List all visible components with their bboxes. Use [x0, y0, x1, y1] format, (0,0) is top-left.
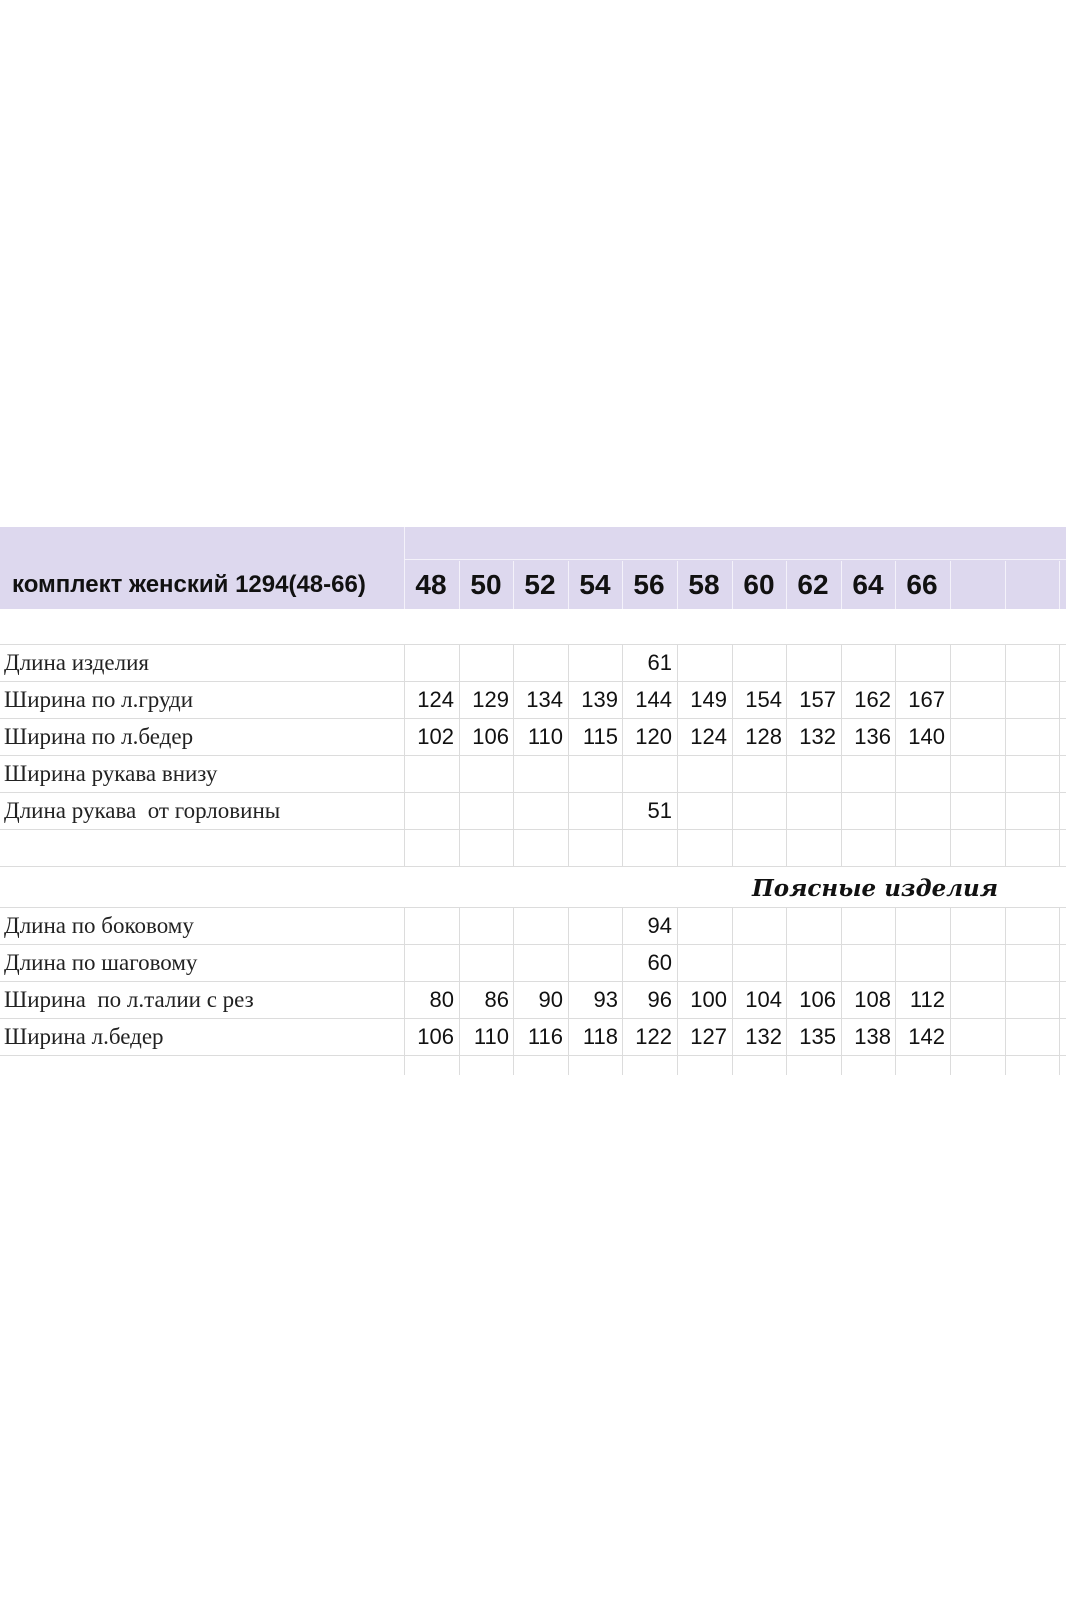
table-cell — [568, 907, 618, 944]
table-cell — [568, 944, 618, 981]
table-cell: 134 — [526, 687, 563, 712]
table-cell — [841, 644, 891, 681]
table-cell: 157 — [799, 687, 836, 712]
size-header-cell: 48 — [415, 569, 447, 600]
table-cell — [677, 755, 727, 792]
table-cell — [404, 755, 454, 792]
table-cell — [732, 792, 782, 829]
table-cell: 128 — [745, 724, 782, 749]
table-cell — [622, 755, 672, 792]
table-cell — [459, 944, 509, 981]
row-label: Ширина по л.бедер — [4, 724, 194, 749]
table-cell — [732, 644, 782, 681]
table-cell — [568, 792, 618, 829]
table-cell — [786, 944, 836, 981]
table-cell — [404, 907, 454, 944]
table-cell — [841, 755, 891, 792]
table-cell — [786, 644, 836, 681]
table-cell — [677, 907, 727, 944]
table-cell — [895, 944, 945, 981]
table-cell — [513, 944, 563, 981]
table-cell — [404, 792, 454, 829]
table-cell — [786, 792, 836, 829]
table-cell: 120 — [635, 724, 672, 749]
row-label: Ширина по л.талии с рез — [4, 987, 254, 1012]
row-label: Длина по шаговому — [4, 950, 198, 975]
table-cell: 122 — [635, 1024, 672, 1049]
table-cell: 115 — [582, 724, 618, 749]
table-cell — [786, 907, 836, 944]
table-cell: 149 — [690, 687, 727, 712]
size-header-cell: 52 — [524, 569, 556, 600]
table-cell: 100 — [690, 987, 727, 1012]
table-cell — [732, 944, 782, 981]
table-cell — [404, 944, 454, 981]
table-cell — [677, 792, 727, 829]
table-cell — [568, 644, 618, 681]
table-cell — [895, 755, 945, 792]
table-cell: 138 — [854, 1024, 891, 1049]
table-cell: 61 — [647, 650, 672, 675]
size-header-cell: 50 — [470, 569, 502, 600]
table-cell: 135 — [799, 1024, 836, 1049]
size-chart-sheet — [0, 527, 1066, 1075]
table-cell: 124 — [417, 687, 454, 712]
table-cell — [459, 907, 509, 944]
table-cell — [895, 644, 945, 681]
table-cell — [513, 792, 563, 829]
size-header-cell: 56 — [633, 569, 665, 600]
table-cell — [786, 755, 836, 792]
table-cell: 167 — [908, 687, 945, 712]
table-cell: 132 — [799, 724, 836, 749]
table-cell: 140 — [908, 724, 945, 749]
row-label: Ширина л.бедер — [4, 1024, 164, 1049]
table-cell — [841, 792, 891, 829]
table-cell — [895, 792, 945, 829]
table-cell: 132 — [745, 1024, 782, 1049]
table-cell — [459, 792, 509, 829]
table-cell: 110 — [527, 724, 563, 749]
row-label: Длина изделия — [4, 650, 149, 675]
product-title: комплект женский 1294(48-66) — [12, 571, 366, 598]
table-cell: 104 — [745, 987, 782, 1012]
table-cell: 144 — [635, 687, 672, 712]
table-cell — [513, 644, 563, 681]
table-cell: 118 — [582, 1024, 618, 1049]
table-cell — [513, 755, 563, 792]
size-header-cell: 64 — [852, 569, 884, 600]
table-cell: 116 — [527, 1024, 563, 1049]
table-cell: 142 — [908, 1024, 945, 1049]
header-band — [0, 527, 1066, 609]
row-label: Ширина по л.груди — [4, 687, 194, 712]
table-cell: 96 — [647, 987, 672, 1012]
table-cell: 86 — [484, 987, 509, 1012]
table-cell: 136 — [854, 724, 891, 749]
table-cell — [841, 944, 891, 981]
table-cell: 129 — [472, 687, 509, 712]
size-header-cell: 54 — [579, 569, 611, 600]
row-label: Ширина рукава внизу — [4, 761, 218, 786]
table-cell — [841, 907, 891, 944]
table-cell: 139 — [581, 687, 618, 712]
table-cell: 112 — [909, 987, 945, 1012]
table-cell — [459, 755, 509, 792]
table-cell: 60 — [647, 950, 672, 975]
table-cell: 106 — [799, 987, 836, 1012]
section-title: Поясные изделия — [752, 875, 999, 902]
table-cell — [732, 907, 782, 944]
table-cell — [404, 644, 454, 681]
table-cell — [732, 755, 782, 792]
table-cell: 110 — [473, 1024, 509, 1049]
table-cell: 80 — [429, 987, 454, 1012]
table-cell — [895, 907, 945, 944]
table-cell — [677, 644, 727, 681]
table-cell — [513, 907, 563, 944]
table-cell: 51 — [647, 798, 672, 823]
table-cell: 106 — [417, 1024, 454, 1049]
table-cell: 127 — [690, 1024, 727, 1049]
size-header-cell: 66 — [906, 569, 938, 600]
table-cell: 108 — [854, 987, 891, 1012]
table-cell — [568, 755, 618, 792]
table-cell: 93 — [593, 987, 618, 1012]
table-cell — [459, 644, 509, 681]
size-header-cell: 60 — [743, 569, 775, 600]
table-cell — [677, 944, 727, 981]
row-label: Длина по боковому — [4, 913, 194, 938]
row-label: Длина рукава от горловины — [4, 798, 281, 823]
table-cell: 162 — [854, 687, 891, 712]
size-header-cell: 62 — [797, 569, 829, 600]
table-cell: 90 — [538, 987, 563, 1012]
table-cell: 94 — [647, 913, 672, 938]
table-cell: 102 — [417, 724, 454, 749]
table-cell: 124 — [690, 724, 727, 749]
size-header-cell: 58 — [688, 569, 720, 600]
table-cell: 154 — [745, 687, 782, 712]
table-cell: 106 — [472, 724, 509, 749]
